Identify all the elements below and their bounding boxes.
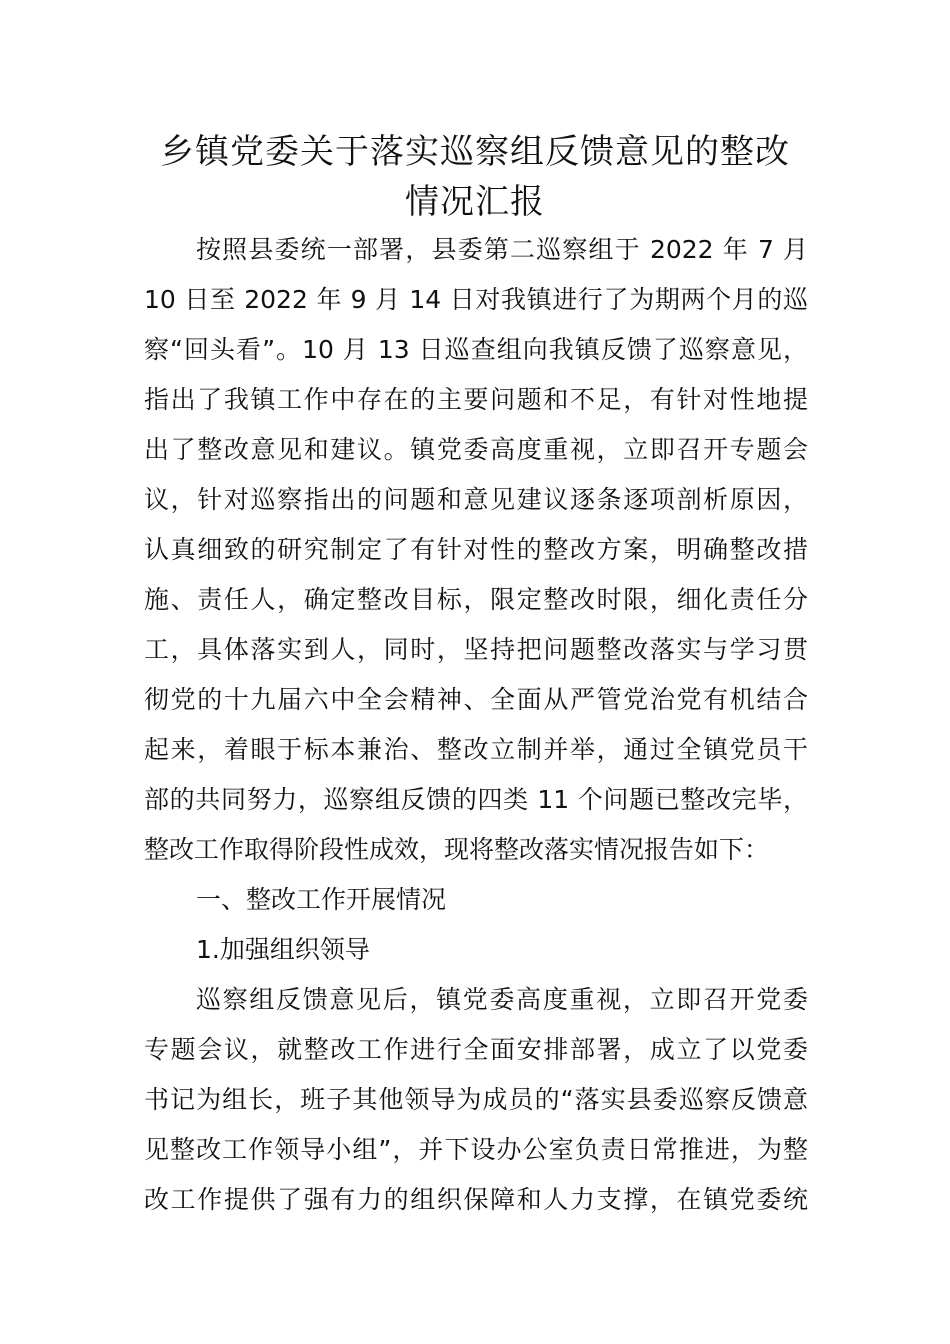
paragraph-line: 专题会议，就整改工作进行全面安排部署，成立了以党委	[144, 1035, 808, 1064]
paragraph-line: 察“回头看”。10 月 13 日巡查组向我镇反馈了巡察意见，	[144, 335, 808, 364]
paragraph-line: 整改工作取得阶段性成效，现将整改落实情况报告如下：	[144, 835, 770, 864]
paragraph-line: 巡察组反馈意见后，镇党委高度重视，立即召开党委	[196, 985, 808, 1014]
paragraph-line: 部的共同努力，巡察组反馈的四类 11 个问题已整改完毕，	[144, 785, 808, 814]
paragraph-line: 出了整改意见和建议。镇党委高度重视，立即召开专题会	[144, 435, 808, 464]
paragraph-line: 改工作提供了强有力的组织保障和人力支撑，在镇党委统	[144, 1185, 808, 1214]
paragraph-line: 起来，着眼于标本兼治、整改立制并举，通过全镇党员干	[144, 735, 808, 764]
paragraph-line: 工，具体落实到人，同时，坚持把问题整改落实与学习贯	[144, 635, 808, 664]
paragraph-line: 认真细致的研究制定了有针对性的整改方案，明确整改措	[144, 535, 808, 564]
section-heading: 一、整改工作开展情况	[196, 885, 447, 914]
paragraph-line: 10 日至 2022 年 9 月 14 日对我镇进行了为期两个月的巡	[144, 285, 808, 314]
paragraph-line: 议，针对巡察指出的问题和意见建议逐条逐项剖析原因，	[144, 485, 808, 514]
paragraph-line: 按照县委统一部署，县委第二巡察组于 2022 年 7 月	[196, 235, 808, 264]
paragraph-line: 施、责任人，确定整改目标，限定整改时限，细化责任分	[144, 585, 808, 614]
document-title-line-1: 乡镇党委关于落实巡察组反馈意见的整改	[160, 132, 790, 172]
document-title-line-2: 情况汇报	[405, 182, 545, 222]
paragraph-line: 指出了我镇工作中存在的主要问题和不足，有针对性地提	[144, 385, 808, 414]
paragraph-line: 见整改工作领导小组”，并下设办公室负责日常推进，为整	[144, 1135, 808, 1164]
subsection-heading: 1.加强组织领导	[196, 935, 370, 964]
paragraph-line: 彻党的十九届六中全会精神、全面从严管党治党有机结合	[144, 685, 808, 714]
paragraph-line: 书记为组长，班子其他领导为成员的“落实县委巡察反馈意	[144, 1085, 808, 1114]
